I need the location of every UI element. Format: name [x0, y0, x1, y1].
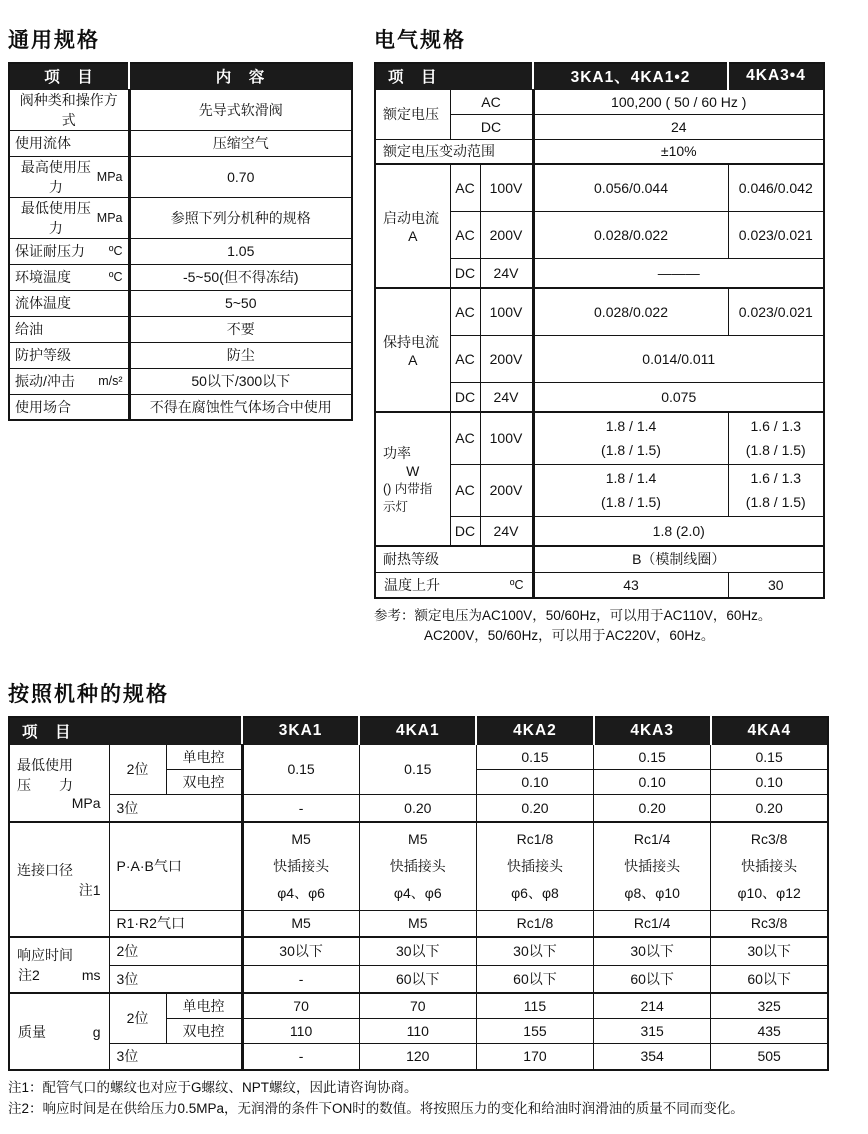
table-row: [9, 238, 352, 264]
row-label-holding-current: [375, 288, 450, 412]
table-row: [9, 794, 828, 822]
current-volt: 24V: [480, 382, 533, 412]
spec-label: 最高使用压力: [20, 158, 91, 195]
port-label: R1·R2气口: [109, 910, 242, 937]
spec-label: 阀种类和操作方式: [19, 91, 118, 128]
spec-value: [728, 412, 824, 464]
table-header-row: [375, 63, 824, 89]
elec-col-group2: 4KA3•4: [728, 63, 824, 89]
general-col-item: 项 目: [9, 63, 129, 89]
spec-value: B（模制线圈）: [533, 546, 824, 572]
spec-value: ———: [533, 258, 824, 288]
spec-label: 流体温度: [15, 295, 71, 311]
spec-value: [711, 822, 828, 910]
spec-unit: MPa: [96, 169, 123, 184]
spec-value: 压缩空气: [129, 130, 352, 156]
row-label-inrush-current: [375, 164, 450, 288]
spec-value: M5: [359, 910, 476, 937]
spec-label: 使用场合: [15, 398, 71, 415]
power-note: 示灯: [383, 500, 409, 514]
spec-value: 60以下: [594, 965, 711, 993]
spec-value: 30以下: [359, 937, 476, 965]
spec-value: 0.023/0.021: [728, 288, 824, 335]
port-size: Rc1/8: [516, 830, 554, 847]
port-dia: φ4、φ6: [393, 884, 442, 901]
model-col-4ka4: 4KA4: [711, 717, 828, 744]
current-type: DC: [450, 382, 480, 412]
response-note-ref: 注2: [18, 967, 40, 983]
power-value: 1.8 / 1.4: [605, 418, 657, 435]
spec-value: 0.028/0.022: [533, 211, 728, 258]
spec-value: M5: [242, 910, 359, 937]
port-type: 快插接头: [389, 857, 446, 874]
spec-value: 120: [359, 1043, 476, 1070]
current-volt: 100V: [480, 412, 533, 464]
rated-voltage-dc-label: DC: [450, 114, 533, 139]
response-label: 响应时间: [17, 947, 73, 963]
spec-value: 435: [711, 1018, 828, 1043]
spec-value: 60以下: [476, 965, 593, 993]
spec-value: [533, 464, 728, 516]
min-pressure-unit: MPa: [71, 794, 101, 811]
holding-unit: A: [408, 352, 418, 368]
table-row: [9, 197, 352, 238]
position-label: 3位: [109, 965, 242, 993]
table-row: [9, 156, 352, 197]
spec-label: 最低使用压力: [20, 199, 91, 236]
spec-value: 0.10: [476, 769, 593, 794]
spec-value: -: [242, 1043, 359, 1070]
model-col-4ka2: 4KA2: [476, 717, 593, 744]
control-type-label: 双电控: [166, 769, 242, 794]
weight-unit: g: [92, 1023, 101, 1040]
spec-label-cell: [9, 394, 129, 420]
spec-value: -: [242, 794, 359, 822]
spec-label-cell: [9, 264, 129, 290]
spec-value: 0.20: [476, 794, 593, 822]
spec-value: 1.05: [129, 238, 352, 264]
table-row: [375, 546, 824, 572]
port-dia: φ4、φ6: [277, 884, 325, 901]
spec-value: [728, 464, 824, 516]
spec-label: 使用流体: [15, 135, 71, 151]
spec-value: [242, 822, 359, 910]
spec-value: 214: [594, 993, 711, 1018]
spec-value: 110: [359, 1018, 476, 1043]
model-col-4ka3: 4KA3: [594, 717, 711, 744]
port-size: M5: [291, 830, 311, 847]
spec-label-cell: [9, 156, 129, 197]
spec-value: 0.075: [533, 382, 824, 412]
current-volt: 200V: [480, 211, 533, 258]
control-type-label: 单电控: [166, 744, 242, 769]
spec-value: 0.15: [594, 744, 711, 769]
port-size: M5: [408, 830, 428, 847]
current-volt: 100V: [480, 288, 533, 335]
rated-voltage-ac-value: 100,200 ( 50 / 60 Hz ): [533, 89, 824, 114]
row-label-rated-voltage: 额定电压: [375, 89, 450, 139]
response-unit: ms: [81, 967, 101, 983]
table-row: [9, 368, 352, 394]
table-row: [375, 288, 824, 335]
port-type: 快插接头: [273, 857, 330, 874]
table-row: [9, 1043, 828, 1070]
spec-value: 不要: [129, 316, 352, 342]
spec-label: 给油: [15, 321, 43, 337]
spec-unit: m/s²: [98, 374, 123, 388]
port-label: P·A·B气口: [109, 822, 242, 910]
spec-value: 0.20: [711, 794, 828, 822]
spec-label-cell: [9, 316, 129, 342]
spec-value: 先导式软滑阀: [129, 89, 352, 130]
rated-voltage-ac-label: AC: [450, 89, 533, 114]
inrush-unit: A: [408, 228, 418, 244]
footnote-2: 注2：响应时间是在供给压力0.5MPa，无润滑的条件下ON时的数值。将按照压力的变化和给油时润滑油的质量不同而变化。: [8, 1101, 744, 1116]
port-dia: φ10、φ12: [737, 884, 801, 901]
row-label-power: [375, 412, 450, 546]
table-row: [375, 89, 824, 114]
current-volt: 24V: [480, 516, 533, 546]
spec-unit: MPa: [96, 210, 123, 225]
spec-value: 60以下: [711, 965, 828, 993]
spec-value: 5~50: [129, 290, 352, 316]
general-col-content: 内 容: [129, 63, 352, 89]
min-pressure-label: 最低使用: [17, 756, 73, 773]
control-type-label: 双电控: [166, 1018, 242, 1043]
power-value: 1.6 / 1.3: [750, 418, 802, 435]
spec-value: 0.056/0.044: [533, 164, 728, 211]
table-row: [9, 290, 352, 316]
inrush-label: 启动电流: [383, 210, 439, 226]
power-value-paren: (1.8 / 1.5): [601, 494, 661, 510]
spec-value: [359, 822, 476, 910]
spec-label: 防护等级: [15, 347, 71, 363]
reference-line-2: AC200V，50/60Hz，可以用于AC220V，60Hz。: [424, 628, 715, 643]
table-row: [9, 965, 828, 993]
spec-value: 60以下: [359, 965, 476, 993]
spec-value: 43: [533, 572, 728, 598]
spec-value: 70: [359, 993, 476, 1018]
port-type: 快插接头: [741, 857, 798, 874]
table-row: [9, 89, 352, 130]
table-row: [9, 394, 352, 420]
table-row: [9, 130, 352, 156]
spec-value: 325: [711, 993, 828, 1018]
current-type: AC: [450, 335, 480, 382]
position-label: 2位: [109, 993, 166, 1043]
model-col-4ka1: 4KA1: [359, 717, 476, 744]
spec-label: 保证耐压力: [15, 243, 85, 259]
power-value: 1.6 / 1.3: [750, 470, 802, 486]
row-label-connection: [9, 822, 109, 937]
table-header-row: [9, 63, 352, 89]
position-label: 2位: [109, 937, 242, 965]
spec-label-cell: [9, 130, 129, 156]
power-value-paren: (1.8 / 1.5): [745, 494, 806, 510]
port-type: 快插接头: [624, 857, 681, 874]
spec-label: 振动/冲击: [15, 373, 75, 389]
spec-value: 30以下: [476, 937, 593, 965]
spec-value: 50以下/300以下: [129, 368, 352, 394]
connection-label: 连接口径: [17, 861, 73, 878]
spec-value: 354: [594, 1043, 711, 1070]
power-value: 1.8 / 1.4: [605, 470, 657, 486]
model-col-3ka1: 3KA1: [242, 717, 359, 744]
rated-voltage-dc-value: 24: [533, 114, 824, 139]
temp-rise-label: 温度上升: [384, 576, 440, 593]
table-row: [375, 412, 824, 464]
spec-value: 0.20: [359, 794, 476, 822]
row-label-heat-class: 耐热等级: [375, 546, 533, 572]
spec-label-cell: [9, 290, 129, 316]
table-row: [375, 164, 824, 211]
spec-value: [533, 412, 728, 464]
general-specs-table: [8, 62, 353, 421]
spec-label: 环境温度: [15, 269, 71, 285]
spec-label-cell: [9, 197, 129, 238]
spec-value: 170: [476, 1043, 593, 1070]
footnotes: [8, 1077, 829, 1119]
spec-value: 30以下: [594, 937, 711, 965]
table-row: [9, 993, 828, 1018]
current-volt: 200V: [480, 335, 533, 382]
current-type: AC: [450, 211, 480, 258]
spec-label-cell: [9, 238, 129, 264]
spec-value: 不得在腐蚀性气体场合中使用: [129, 394, 352, 420]
spec-value: 0.046/0.042: [728, 164, 824, 211]
spec-value: 参照下列分机种的规格: [129, 197, 352, 238]
weight-label: 质量: [18, 1023, 46, 1040]
table-row: [9, 264, 352, 290]
position-label: 3位: [109, 1043, 242, 1070]
power-label: 功率: [383, 445, 411, 461]
spec-label-cell: [9, 368, 129, 394]
voltage-range-value: ±10%: [533, 139, 824, 164]
power-value-paren: (1.8 / 1.5): [601, 442, 661, 459]
current-type: AC: [450, 412, 480, 464]
spec-value: 30: [728, 572, 824, 598]
row-label-response-time: [9, 937, 109, 993]
spec-value: [476, 822, 593, 910]
control-type-label: 单电控: [166, 993, 242, 1018]
spec-value: -: [242, 965, 359, 993]
spec-value: 0.023/0.021: [728, 211, 824, 258]
spec-value: 115: [476, 993, 593, 1018]
spec-label-cell: [9, 89, 129, 130]
footnote-1: 注1：配管气口的螺纹也对应于G螺纹、NPT螺纹，因此请咨询协商。: [8, 1080, 418, 1095]
port-dia: φ8、φ10: [624, 884, 680, 901]
spec-value: 30以下: [242, 937, 359, 965]
current-volt: 100V: [480, 164, 533, 211]
table-row: [9, 910, 828, 937]
current-volt: 24V: [480, 258, 533, 288]
spec-value: 0.028/0.022: [533, 288, 728, 335]
spec-value: -5~50(但不得冻结): [129, 264, 352, 290]
power-note: () 内带指: [383, 482, 433, 496]
spec-value: 防尘: [129, 342, 352, 368]
current-volt: 200V: [480, 464, 533, 516]
spec-value: 0.20: [594, 794, 711, 822]
current-type: AC: [450, 288, 480, 335]
holding-label: 保持电流: [383, 334, 439, 350]
model-specs-title: 按照机种的规格: [8, 683, 169, 706]
spec-value: 0.15: [476, 744, 593, 769]
table-row: [9, 937, 828, 965]
spec-value: 0.10: [594, 769, 711, 794]
spec-value: 0.70: [129, 156, 352, 197]
reference-line-1: 参考：额定电压为AC100V，50/60Hz，可以用于AC110V，60Hz。: [374, 608, 772, 623]
power-value-paren: (1.8 / 1.5): [745, 442, 806, 459]
spec-value: 0.15: [359, 744, 476, 794]
reference-note: [374, 606, 823, 646]
elec-col-group1: 3KA1、4KA1•2: [533, 63, 728, 89]
spec-value: 0.15: [711, 744, 828, 769]
table-row: [9, 822, 828, 910]
spec-value: 155: [476, 1018, 593, 1043]
temp-rise-unit: ºC: [509, 577, 524, 592]
model-col-item: 项 目: [9, 717, 242, 744]
electrical-specs-title: 电气规格: [374, 29, 466, 52]
table-header-row: [9, 717, 828, 744]
spec-value: 0.10: [711, 769, 828, 794]
spec-value: 1.8 (2.0): [533, 516, 824, 546]
spec-value: 0.15: [242, 744, 359, 794]
port-dia: φ6、φ8: [511, 884, 559, 901]
port-size: Rc1/4: [633, 830, 671, 847]
current-type: AC: [450, 164, 480, 211]
model-specs-table: [8, 716, 829, 1071]
power-unit: W: [406, 463, 420, 479]
spec-label-cell: [9, 342, 129, 368]
spec-value: 30以下: [711, 937, 828, 965]
table-row: [375, 572, 824, 598]
min-pressure-label: 压 力: [17, 776, 73, 793]
table-row: [9, 316, 352, 342]
model-specs-section: [8, 678, 829, 1119]
row-label-voltage-range: 额定电压变动范围: [375, 139, 533, 164]
spec-value: Rc1/8: [476, 910, 593, 937]
position-label: 2位: [109, 744, 166, 794]
spec-value: [594, 822, 711, 910]
electrical-specs-table: [374, 62, 825, 599]
spec-value: 505: [711, 1043, 828, 1070]
spec-unit: ºC: [108, 244, 123, 258]
row-label-min-pressure: [9, 744, 109, 822]
elec-col-item: 项 目: [375, 63, 533, 89]
spec-value: 70: [242, 993, 359, 1018]
spec-unit: ºC: [108, 270, 123, 284]
port-size: Rc3/8: [750, 830, 788, 847]
row-label-temp-rise: [375, 572, 533, 598]
general-specs-title: 通用规格: [8, 29, 100, 52]
spec-value: Rc1/4: [594, 910, 711, 937]
spec-value: 110: [242, 1018, 359, 1043]
current-type: DC: [450, 516, 480, 546]
table-row: [9, 744, 828, 769]
table-row: [375, 139, 824, 164]
spec-value: Rc3/8: [711, 910, 828, 937]
connection-note-ref: 注1: [78, 881, 101, 898]
current-type: DC: [450, 258, 480, 288]
row-label-weight: [9, 993, 109, 1070]
electrical-specs-section: [374, 24, 823, 646]
general-specs-section: [8, 24, 353, 421]
position-label: 3位: [109, 794, 242, 822]
spec-value: 0.014/0.011: [533, 335, 824, 382]
current-type: AC: [450, 464, 480, 516]
spec-value: 315: [594, 1018, 711, 1043]
port-type: 快插接头: [506, 857, 563, 874]
table-row: [9, 342, 352, 368]
